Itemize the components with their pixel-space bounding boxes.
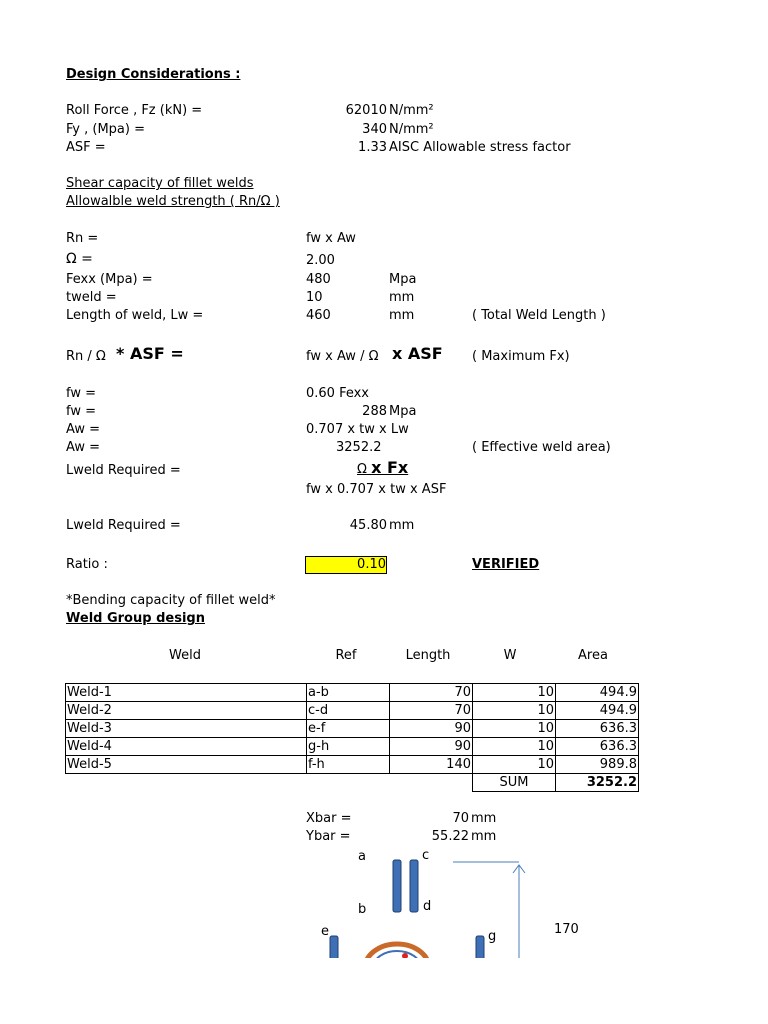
fx-term: x Fx (371, 458, 409, 477)
xbar-label: Xbar = (306, 811, 352, 826)
cell-area[interactable]: 636.3 (556, 738, 639, 756)
lw-label: Length of weld, Lw = (66, 308, 204, 323)
label-d: d (423, 899, 432, 914)
cell-ref[interactable]: g-h (307, 738, 390, 756)
cell-weld[interactable]: Weld-2 (66, 702, 307, 720)
roll-inner-ring (373, 951, 421, 985)
cell-ref[interactable]: e-f (307, 720, 390, 738)
aw-label-2: Aw = (66, 440, 101, 455)
cell-area[interactable]: 636.3 (556, 720, 639, 738)
rn-label: Rn = (66, 231, 99, 246)
omega-label: Ω = (66, 251, 93, 267)
roll-force-label: Roll Force , Fz (kN) = (66, 103, 203, 118)
cell-weld[interactable]: Weld-3 (66, 720, 307, 738)
fw-value-1: 0.60 Fexx (306, 386, 370, 401)
cell-area[interactable]: 494.9 (556, 702, 639, 720)
fexx-unit: Mpa (389, 272, 417, 287)
shear-heading: Shear capacity of fillet welds (66, 176, 254, 191)
tweld-unit: mm (389, 290, 415, 305)
sum-value[interactable]: 3252.2 (556, 774, 639, 792)
cell-ref[interactable]: f-h (307, 756, 390, 774)
cell-ref[interactable]: a-b (307, 684, 390, 702)
dimension-value: 170 (554, 922, 579, 937)
header-length: Length (405, 648, 451, 663)
label-g: g (488, 929, 497, 944)
aw-label-1: Aw = (66, 422, 101, 437)
verified-status: VERIFIED (472, 557, 540, 572)
weld-g-h (476, 936, 484, 976)
fy-unit: N/mm² (389, 122, 434, 137)
ybar-unit: mm (471, 829, 497, 844)
cell-w[interactable]: 10 (473, 756, 556, 774)
fw-value-2: 288 (362, 404, 387, 419)
header-ref: Ref (335, 648, 357, 663)
header-weld: Weld (169, 648, 201, 663)
aw-value-2: 3252.2 (336, 440, 382, 455)
lweld-value-label: Lweld Required = (66, 518, 181, 533)
weld-c-d (410, 860, 418, 912)
aw-value-1: 0.707 x tw x Lw (306, 422, 409, 437)
fw-label-2: fw = (66, 404, 97, 419)
fy-value: 340 (362, 122, 387, 137)
cell-w[interactable]: 10 (473, 720, 556, 738)
cell-weld[interactable]: Weld-1 (66, 684, 307, 702)
label-c: c (422, 848, 430, 863)
tweld-value: 10 (306, 290, 323, 305)
lw-unit: mm (389, 308, 415, 323)
cell-weld[interactable]: Weld-5 (66, 756, 307, 774)
lw-value: 460 (306, 308, 331, 323)
asf-value: 1.33 (358, 140, 387, 155)
lweld-formula-label: Lweld Required = (66, 463, 181, 478)
roll-force-value: 62010 (345, 103, 387, 118)
cell-length[interactable]: 90 (390, 720, 473, 738)
rn-asf-value-b: x ASF (392, 344, 443, 363)
cell-ref[interactable]: c-d (307, 702, 390, 720)
ratio-label: Ratio : (66, 557, 108, 572)
cell-w[interactable]: 10 (473, 684, 556, 702)
fw-unit-2: Mpa (389, 404, 417, 419)
xbar-unit: mm (471, 811, 497, 826)
omega-symbol: Ω (357, 462, 367, 477)
fy-label: Fy , (Mpa) = (66, 122, 145, 137)
cell-w[interactable]: 10 (473, 738, 556, 756)
label-b: b (358, 902, 367, 917)
weld-a-b (393, 860, 401, 912)
label-e: e (321, 924, 329, 939)
cell-length[interactable]: 70 (390, 702, 473, 720)
fexx-value: 480 (306, 272, 331, 287)
label-a: a (358, 849, 366, 864)
ratio-value: 0.10 (357, 557, 386, 572)
aw-note: ( Effective weld area) (472, 440, 611, 455)
lweld-formula-denominator: fw x 0.707 x tw x ASF (306, 482, 447, 497)
ybar-value: 55.22 (431, 829, 469, 844)
header-w: W (503, 648, 517, 663)
rn-asf-label-b: * ASF = (116, 344, 184, 363)
rn-value: fw x Aw (306, 231, 356, 246)
cell-length[interactable]: 70 (390, 684, 473, 702)
xbar-value: 70 (452, 811, 469, 826)
lweld-unit: mm (389, 518, 415, 533)
cell-length[interactable]: 140 (390, 756, 473, 774)
tweld-label: tweld = (66, 290, 117, 305)
lweld-value: 45.80 (349, 518, 387, 533)
cell-w[interactable]: 10 (473, 702, 556, 720)
roll-mark (402, 953, 408, 959)
page-title: Design Considerations : (66, 67, 241, 82)
asf-label: ASF = (66, 140, 106, 155)
cell-length[interactable]: 90 (390, 738, 473, 756)
ybar-label: Ybar = (306, 829, 351, 844)
lw-note: ( Total Weld Length ) (472, 308, 606, 323)
weld-e-f (330, 936, 338, 976)
rn-asf-value-a: fw x Aw / Ω (306, 349, 379, 364)
asf-unit: AISC Allowable stress factor (389, 140, 571, 155)
cell-weld[interactable]: Weld-4 (66, 738, 307, 756)
bending-heading: *Bending capacity of fillet weld* (66, 593, 276, 608)
sum-label: SUM (473, 774, 556, 792)
fw-label-1: fw = (66, 386, 97, 401)
rn-asf-label-a: Rn / Ω (66, 349, 106, 364)
allowable-heading: Allowalble weld strength ( Rn/Ω ) (66, 194, 280, 209)
rn-asf-note: ( Maximum Fx) (472, 349, 570, 364)
omega-value: 2.00 (306, 253, 335, 268)
header-area: Area (578, 648, 608, 663)
weld-group-heading: Weld Group design (66, 611, 205, 626)
roll-force-unit: N/mm² (389, 103, 434, 118)
cell-area[interactable]: 989.8 (556, 756, 639, 774)
cell-area[interactable]: 494.9 (556, 684, 639, 702)
fexx-label: Fexx (Mpa) = (66, 272, 153, 287)
